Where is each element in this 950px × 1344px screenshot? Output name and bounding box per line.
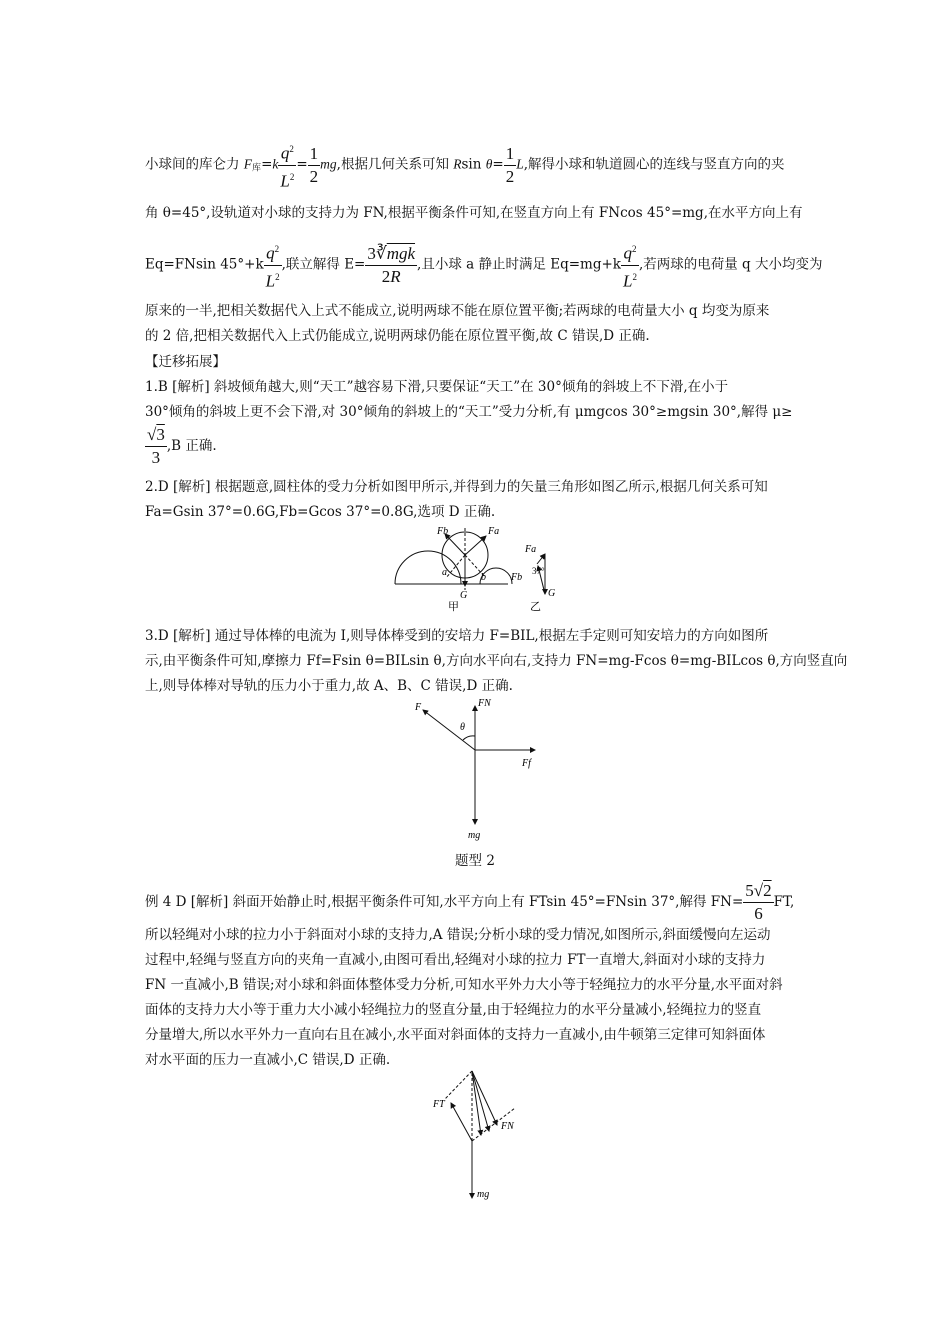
text-line-4: 原来的一半,把相关数据代入上式不能成立,说明两球不能在原位置平衡;若两球的电荷量大小 q 均变为原来 bbox=[145, 303, 770, 319]
text-span: ,解得小球和轨道圆心的连线与竖直方向的夹 bbox=[523, 156, 785, 173]
label-ft: FT bbox=[433, 1099, 445, 1110]
fraction-q2-L2: $\frac{q^2}{L^2}$ bbox=[278, 138, 296, 192]
fraction-half: $\frac{1}{2}$ bbox=[309, 143, 319, 186]
text-line-3 bbox=[145, 238, 822, 292]
ex4-line-4: FN 一直减小,B 错误;对小球和斜面体整体受力分析,可知水平外力大小等于轻绳拉力的水平分量,水平面对斜 bbox=[145, 977, 783, 993]
label-g-2: G bbox=[548, 588, 556, 599]
ex4-line-3: 过程中,轻绳与竖直方向的夹角一直减小,由图可看出,轻绳对小球的拉力 FT一直增大,斜面对小球的支持力 bbox=[145, 952, 766, 968]
fraction-half-2: $\frac{1}{2}$ bbox=[505, 143, 515, 186]
label-fa: Fa bbox=[488, 526, 500, 537]
text-span: 小球间的库仑力 bbox=[145, 156, 244, 173]
ex4-line-6: 分量增大,所以水平外力一直向右且在减小,水平面对斜面体的支持力一直减小,由牛顿第三定律可知斜面体 bbox=[145, 1027, 766, 1043]
label-ff: Ff bbox=[522, 758, 531, 769]
label-fa-2: Fa bbox=[525, 544, 537, 555]
label-b: b bbox=[481, 572, 486, 583]
label-f: F bbox=[415, 702, 422, 713]
label-mg: mg bbox=[468, 830, 481, 841]
text-span: ,联立解得 E= bbox=[281, 256, 366, 273]
label-fn: FN bbox=[478, 698, 491, 709]
label-jia: 甲 bbox=[448, 601, 459, 612]
q2-line-1: 2.D [解析] 根据题意,圆柱体的受力分析如图甲所示,并得到力的矢量三角形如图乙所示,根据几何关系可知 bbox=[145, 479, 768, 495]
heading-type-2: 题型 2 bbox=[455, 853, 495, 869]
text-span: 例 4 D [解析] 斜面开始静止时,根据平衡条件可知,水平方向上有 FTsin 45°=FNsin 37°,解得 FN= bbox=[145, 894, 744, 910]
label-mg-2: mg bbox=[477, 1189, 490, 1200]
fraction-sqrt3-over-3: $\frac{√3}{3}$ bbox=[147, 425, 165, 467]
text-line-2: 角 θ=45°,设轨道对小球的支持力为 FN,根据平衡条件可知,在竖直方向上有 FNcos 45°=mg,在水平方向上有 bbox=[145, 205, 803, 221]
ex4-line-5: 面体的支持力大小等于重力大小减小轻绳拉力的竖直分量,由于轻绳拉力的水平分量减小,轻绳拉力的竖直 bbox=[145, 1002, 762, 1018]
q3-line-2: 示,由平衡条件可知,摩擦力 Ff=Fsin θ=BILsin θ,方向水平向右,支持力 FN=mg-Fcos θ=mg-BILcos θ,方向竖直向 bbox=[145, 653, 848, 669]
text-span: ,B 正确. bbox=[166, 438, 217, 454]
section-title: 【迁移拓展】 bbox=[145, 354, 226, 370]
text-line-1: 小球间的库仑力 $F_库=k$ $\frac{q^2}{L^2}$ = $\frac{1}{2}$ mg,根据几何关系可知 Rsin θ= $\frac{1}{2}$ L,解得小球和轨道圆心的连线与竖直方向的夹 bbox=[145, 138, 785, 192]
q2-line-2: Fa=Gsin 37°=0.6G,Fb=Gcos 37°=0.8G,选项 D 正确. bbox=[145, 504, 496, 520]
text-span: Eq=FNsin 45°+k bbox=[145, 256, 264, 273]
fraction-q2-L2-c: $\frac{q^2}{L^2}$ bbox=[621, 238, 639, 292]
text-line-5: 的 2 倍,把相关数据代入上式仍能成立,说明两球仍能在原位置平衡,故 C 错误,D 正确. bbox=[145, 328, 650, 344]
figure-cylinder-forces bbox=[380, 520, 580, 612]
q1-line-2: 30°倾角的斜坡上更不会下滑,对 30°倾角的斜坡上的“天工”受力分析,有 μmgcos 30°≥mgsin 30°,解得 μ≥ bbox=[145, 404, 793, 420]
figure-ball-forces bbox=[425, 1063, 525, 1203]
text-span: FT, bbox=[773, 894, 795, 910]
label-fn-2: FN bbox=[501, 1121, 514, 1132]
label-theta: θ bbox=[460, 722, 465, 733]
q1-line-3 bbox=[145, 424, 217, 469]
label-fb: Fb bbox=[437, 526, 449, 537]
label-a: a bbox=[442, 567, 447, 578]
text-span: ,若两球的电荷量 q 大小均变为 bbox=[638, 256, 823, 273]
ex4-line-7: 对水平面的压力一直减小,C 错误,D 正确. bbox=[145, 1052, 391, 1068]
label-yi: 乙 bbox=[530, 601, 541, 612]
label-angle-37: 37° bbox=[532, 566, 545, 576]
text-span: ,且小球 a 静止时满足 Eq=mg+k bbox=[417, 256, 621, 273]
ex4-line-1 bbox=[145, 880, 794, 925]
q3-line-1: 3.D [解析] 通过导体棒的电流为 I,则导体棒受到的安培力 F=BIL,根据左手定则可知安培力的方向如图所 bbox=[145, 628, 769, 644]
ex4-line-2: 所以轻绳对小球的拉力小于斜面对小球的支持力,A 错误;分析小球的受力情况,如图所示,斜面缓慢向左运动 bbox=[145, 927, 771, 943]
text-span: ,根据几何关系可知 bbox=[336, 156, 454, 173]
fraction-q2-L2-b: $\frac{q^2}{L^2}$ bbox=[264, 238, 282, 292]
q1-line-1: 1.B [解析] 斜坡倾角越大,则“天工”越容易下滑,只要保证“天工”在 30°倾角的斜坡上不下滑,在小于 bbox=[145, 379, 729, 395]
label-fb-2: Fb bbox=[511, 572, 523, 583]
q3-line-3: 上,则导体棒对导轨的压力小于重力,故 A、B、C 错误,D 正确. bbox=[145, 678, 513, 694]
figure-rod-forces bbox=[405, 694, 550, 842]
label-g: G bbox=[460, 590, 468, 601]
fraction-5sqrt2-over-6: $\frac{5√2}{6}$ bbox=[745, 881, 772, 923]
fraction-E: $\frac{3∛\overline{mgk}}{2R}$ bbox=[367, 243, 416, 286]
